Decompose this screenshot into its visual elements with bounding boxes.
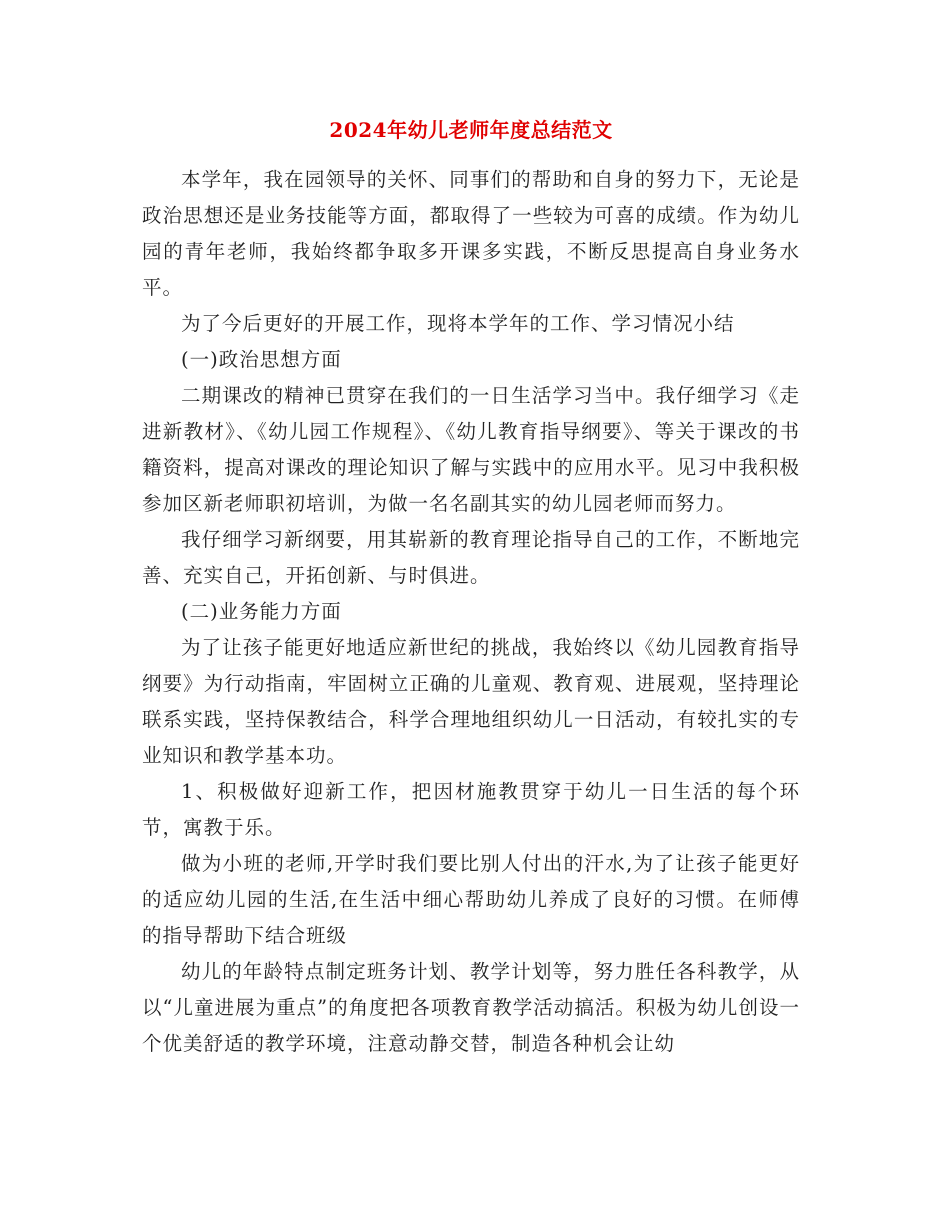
paragraph-planning: 幼儿的年龄特点制定班务计划、教学计划等，努力胜任各科教学，从以“儿童进展为重点”的角度把各项教育教学活动搞活。积极为幼儿创设一个优美舒适的教学环境，注意动静交替，制造各种机会让幼	[142, 960, 800, 1055]
paragraph-new-guidelines: 我仔细学习新纲要，用其崭新的教育理论指导自己的工作，不断地完善、充实自己，开拓创新、与时俱进。	[142, 528, 800, 587]
paragraph-summary-lead: 为了今后更好的开展工作，现将本学年的工作、学习情况小结	[181, 312, 735, 335]
document-title: 2024年幼儿老师年度总结范文	[329, 118, 613, 142]
paragraph-curriculum-reform: 二期课改的精神已贯穿在我们的一日生活学习当中。我仔细学习《走进新教材》、《幼儿园工作规程》、《幼儿教育指导纲要》、等关于课改的书籍资料，提高对课改的理论知识了解与实践中的应用水平。见习中我积极参加区新老师职初培训，为做一名名副其实的幼儿园老师而努力。	[142, 384, 800, 515]
paragraph-teaching-philosophy: 为了让孩子能更好地适应新世纪的挑战，我始终以《幼儿园教育指导纲要》为行动指南，牢固树立正确的儿童观、教育观、进展观，坚持理论联系实践，坚持保教结合，科学合理地组织幼儿一日活动，有较扎实的专业知识和教学基本功。	[142, 636, 800, 767]
paragraph-small-class: 做为小班的老师,开学时我们要比别人付出的汗水,为了让孩子能更好的适应幼儿园的生活,在生活中细心帮助幼儿养成了良好的习惯。在师傅的指导帮助下结合班级	[142, 852, 800, 947]
paragraph-intro: 本学年，我在园领导的关怀、同事们的帮助和自身的努力下，无论是政治思想还是业务技能等方面，都取得了一些较为可喜的成绩。作为幼儿园的青年老师，我始终都争取多开课多实践，不断反思提高自身业务水平。	[142, 168, 800, 299]
section-heading-professional: (二)业务能力方面	[181, 600, 342, 623]
paragraph-item-1: 1、积极做好迎新工作，把因材施教贯穿于幼儿一日生活的每个环节，寓教于乐。	[142, 780, 800, 839]
section-heading-political: (一)政治思想方面	[181, 348, 342, 371]
